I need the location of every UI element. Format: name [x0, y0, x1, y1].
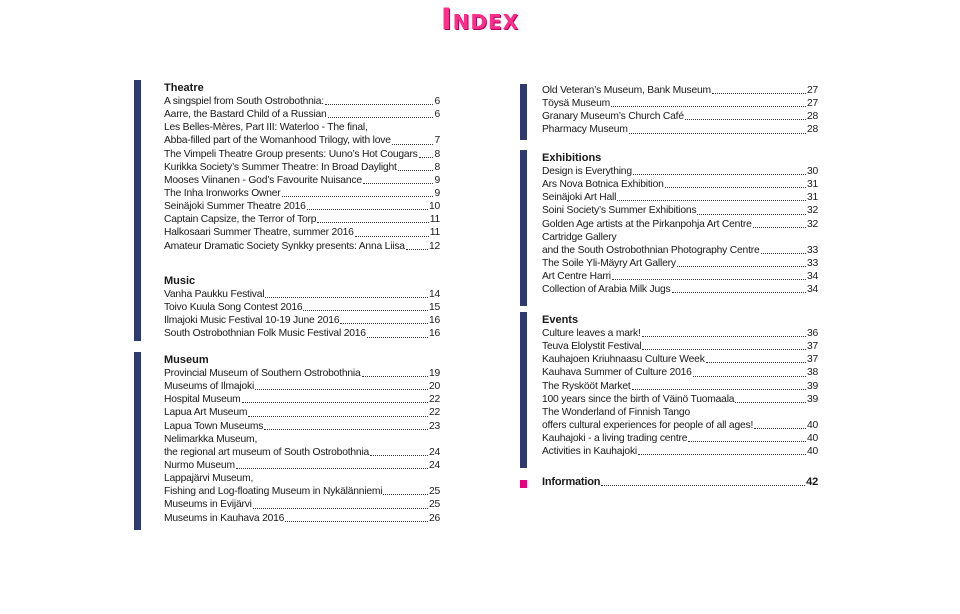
index-entry[interactable]: Museums in Kauhava 2016 26	[164, 512, 440, 524]
index-entry[interactable]: Toivo Kuula Song Contest 2016 15	[164, 302, 440, 314]
index-entry[interactable]: Halkosaari Summer Theatre, summer 2016 11	[164, 227, 440, 239]
index-entry[interactable]: Abba-filled part of the Womanhood Trilogy, with love 7	[164, 135, 440, 147]
section-bar-museum-cont	[520, 84, 527, 140]
index-entry[interactable]: Nelimarkka Museum,	[164, 433, 258, 445]
index-entry[interactable]: The Vimpeli Theatre Group presents: Uuno’s Hot Cougars 8	[164, 148, 440, 160]
index-entry[interactable]: Activities in Kauhajoki 40	[542, 446, 818, 458]
index-entry[interactable]: Amateur Dramatic Society Synkky presents: Anna Liisa 12	[164, 240, 440, 252]
index-entry[interactable]: Fishing and Log-floating Museum in Nykälänniemi 25	[164, 486, 440, 498]
index-entry[interactable]: Kauhajoen Kriuhnaasu Culture Week 37	[542, 354, 818, 366]
index-entry[interactable]: Nurmo Museum 24	[164, 459, 440, 471]
index-entry[interactable]: Provincial Museum of Southern Ostrobothnia 19	[164, 368, 440, 379]
section-information	[542, 476, 818, 489]
index-entry[interactable]: Design is Everything 30	[542, 166, 818, 177]
index-entry[interactable]: Kauhava Summer of Culture 2016 38	[542, 367, 818, 379]
index-entry[interactable]: Ilmajoki Music Festival 10-19 June 2016 16	[164, 315, 440, 327]
index-entry[interactable]: Pharmacy Museum 28	[542, 124, 818, 136]
section-exhibitions	[542, 152, 818, 296]
index-entry[interactable]: Collection of Arabia Milk Jugs 34	[542, 284, 818, 296]
index-entry[interactable]: Old Veteran’s Museum, Bank Museum 27	[542, 85, 818, 96]
index-entry[interactable]: Seinäjoki Art Hall 31	[542, 192, 818, 204]
index-entry[interactable]: Museums of Ilmajoki 20	[164, 381, 440, 393]
section-music	[164, 275, 440, 341]
index-entry[interactable]: Museums in Evijärvi 25	[164, 499, 440, 511]
section-bar-theatre	[134, 80, 141, 269]
section-events	[542, 314, 818, 458]
index-entry[interactable]: Granary Museum’s Church Café 28	[542, 111, 818, 123]
index-entry[interactable]: Seinäjoki Summer Theatre 2016 10	[164, 201, 440, 213]
index-entry[interactable]: Art Centre Harri 34	[542, 271, 818, 283]
section-bar-events	[520, 312, 527, 468]
page-title: Index	[440, 2, 520, 36]
section-heading: Museum	[164, 354, 209, 366]
index-entry[interactable]: Lapua Town Museums 23	[164, 420, 440, 432]
index-entry[interactable]: Les Belles-Mères, Part III: Waterloo - The final,	[164, 122, 368, 134]
index-entry[interactable]: A singspiel from South Ostrobothnia: 6	[164, 96, 440, 107]
section-heading: Music	[164, 275, 196, 287]
section-theatre	[164, 82, 440, 253]
index-entry[interactable]: Mooses Viinanen - God’s Favourite Nuisance 9	[164, 174, 440, 186]
music-list	[164, 288, 440, 341]
index-entry[interactable]: The Wonderland of Finnish Tango	[542, 406, 690, 418]
section-bar-music	[134, 269, 141, 341]
index-entry[interactable]: Kauhajoki - a living trading centre 40	[542, 433, 818, 445]
museum-list	[164, 367, 440, 525]
index-entry-information[interactable]: Information 42	[542, 476, 818, 488]
index-entry[interactable]: Soini Society’s Summer Exhibitions 32	[542, 205, 818, 217]
section-heading: Events	[542, 314, 579, 326]
index-entry[interactable]: 100 years since the birth of Väinö Tuomaala 39	[542, 393, 818, 405]
section-bar-information	[520, 480, 527, 488]
section-bar-exhibitions	[520, 150, 527, 306]
index-entry[interactable]: Cartridge Gallery	[542, 231, 617, 243]
exhibitions-list	[542, 165, 818, 296]
index-entry[interactable]: Hospital Museum 22	[164, 394, 440, 406]
theatre-list	[164, 95, 440, 253]
index-entry[interactable]: Teuva Elolystit Festival 37	[542, 341, 818, 353]
section-bar-museum	[134, 352, 141, 530]
index-entry[interactable]: Lapua Art Museum 22	[164, 407, 440, 419]
index-entry[interactable]: The Soile Yli-Mäyry Art Gallery 33	[542, 257, 818, 269]
index-entry[interactable]: the regional art museum of South Ostrobothnia 24	[164, 446, 440, 458]
section-heading: Theatre	[164, 82, 204, 94]
index-entry[interactable]: Vanha Paukku Festival 14	[164, 289, 440, 300]
events-list	[542, 327, 818, 458]
index-entry[interactable]: The Inha Ironworks Owner 9	[164, 187, 440, 199]
index-entry[interactable]: Golden Age artists at the Pirkanpohja Art Centre 32	[542, 218, 818, 230]
index-entry[interactable]: Lappajärvi Museum,	[164, 473, 254, 485]
index-entry[interactable]: Kurikka Society’s Summer Theatre: In Broad Daylight 8	[164, 161, 440, 173]
index-entry[interactable]: offers cultural experiences for people of all ages! 40	[542, 419, 818, 431]
section-museum	[164, 354, 440, 525]
index-entry[interactable]: Aarre, the Bastard Child of a Russian 6	[164, 109, 440, 121]
section-heading: Exhibitions	[542, 152, 602, 164]
index-entry[interactable]: Ars Nova Botnica Exhibition 31	[542, 179, 818, 191]
section-museum-continued	[542, 84, 818, 137]
index-entry[interactable]: Töysä Museum 27	[542, 98, 818, 110]
index-entry[interactable]: Captain Capsize, the Terror of Torp 11	[164, 214, 440, 226]
index-entry[interactable]: The Ryskööt Market 39	[542, 380, 818, 392]
index-entry[interactable]: Culture leaves a mark! 36	[542, 328, 818, 339]
index-entry[interactable]: South Ostrobothnian Folk Music Festival 2016 16	[164, 328, 440, 340]
index-entry[interactable]: and the South Ostrobothnian Photography Centre 33	[542, 244, 818, 256]
